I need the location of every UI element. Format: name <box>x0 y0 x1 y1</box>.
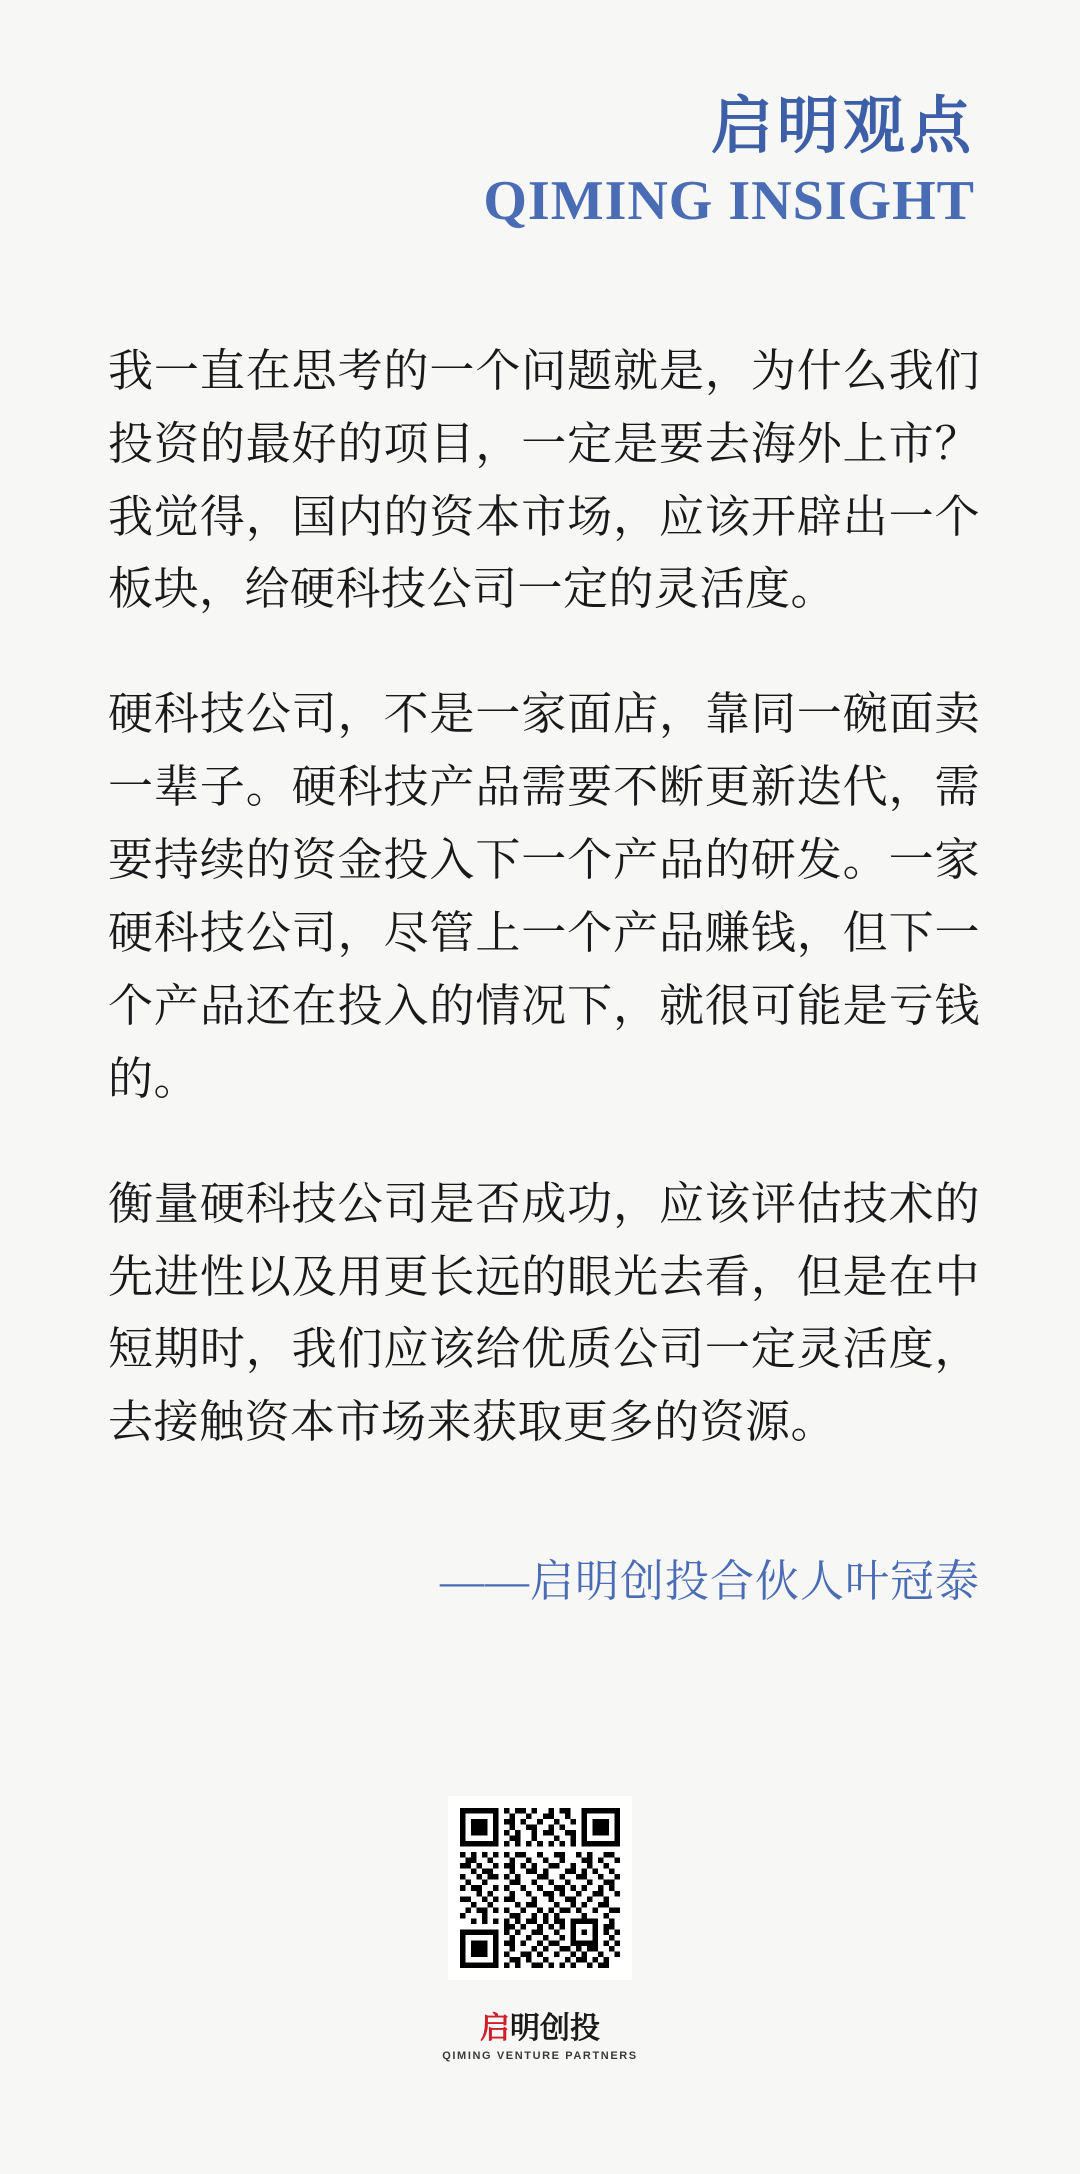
paragraph: 衡量硬科技公司是否成功，应该评估技术的先进性以及用更长远的眼光去看，但是在中短期时，我们应该给优质公司一定灵活度，去接触资本市场来获取更多的资源。 <box>108 1178 980 1448</box>
paragraph: 我一直在思考的一个问题就是，为什么我们投资的最好的项目，一定是要去海外上市？我觉得，国内的资本市场，应该开辟出一个板块，给硬科技公司一定的灵活度。 <box>108 345 980 615</box>
qr-code[interactable] <box>448 1796 632 1980</box>
brand-logo <box>442 2014 638 2062</box>
paragraph: 硬科技公司，不是一家面店，靠同一碗面卖一辈子。硬科技产品需要不断更新迭代，需要持续的资金投入下一个产品的研发。一家硬科技公司，尽管上一个产品赚钱，但下一个产品还在投入的情况下，就很可能是亏钱的。 <box>108 689 980 1104</box>
brand-logo-cn-rest: 明创投 <box>510 2012 600 2045</box>
brand-logo-en: QIMING VENTURE PARTNERS <box>442 2050 638 2062</box>
article-body <box>0 335 1080 1459</box>
page-title-cn: 启明观点 <box>710 93 975 161</box>
attribution-line: ——启明创投合伙人叶冠泰 <box>440 1557 980 1607</box>
poster-footer <box>0 1796 1080 2062</box>
brand-logo-cn-accent: 启 <box>480 2012 510 2045</box>
page-title-en: QIMING INSIGHT <box>483 170 975 232</box>
brand-logo-cn <box>480 2014 600 2044</box>
poster-header <box>0 0 1080 231</box>
